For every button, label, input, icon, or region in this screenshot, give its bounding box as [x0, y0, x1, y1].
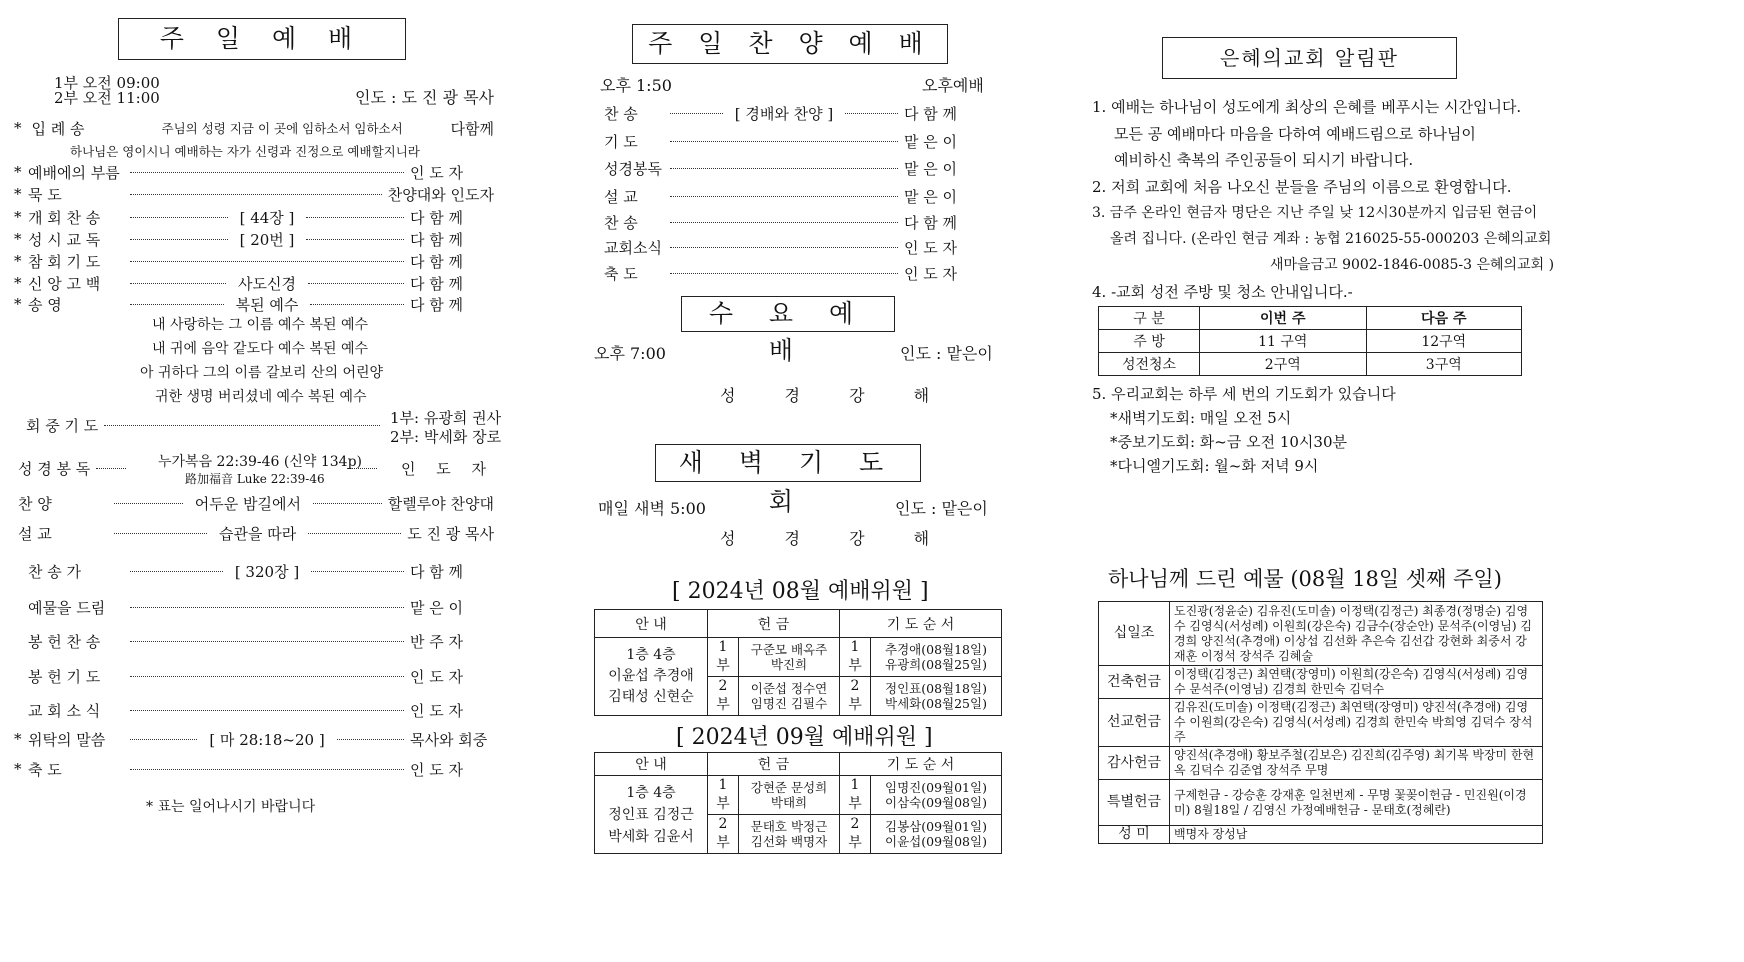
order-label: 교회소식 — [604, 238, 662, 257]
praise-worship-title-box — [632, 24, 948, 64]
september-committee-title: [ 2024년 09월 예배위원 ] — [676, 725, 933, 750]
part-cell: 1부 — [840, 638, 871, 677]
order-row — [604, 102, 984, 124]
clean-cell: 성전청소 — [1099, 353, 1200, 376]
order-label: 찬 송 가 — [28, 562, 82, 581]
order-row — [14, 250, 494, 272]
order-label: 성 시 교 독 — [28, 230, 101, 249]
prayer-meeting-2: *중보기도회: 화~금 오전 10시30분 — [1110, 433, 1347, 451]
sunday-worship-title: 주 일 예 배 — [159, 24, 365, 53]
clean-cell: 11 구역 — [1200, 330, 1367, 353]
praise-worship-title: 주 일 찬 양 예 배 — [648, 29, 932, 58]
order-row — [14, 293, 494, 315]
lyric-line: 내 귀에 음악 같도다 예수 복된 예수 — [152, 341, 369, 357]
lyric-line: 귀한 생명 버리셨네 예수 복된 예수 — [155, 389, 367, 405]
order-middle: 습관을 따라 — [219, 524, 297, 543]
clean-cell: 12구역 — [1366, 330, 1521, 353]
guide-line: 김태성 신현순 — [608, 689, 694, 705]
praise-kind: 오후예배 — [922, 76, 984, 95]
col-offering: 헌 금 — [708, 753, 840, 776]
order-row-prayer — [26, 414, 386, 436]
order-row — [14, 758, 494, 780]
clean-cell: 3구역 — [1366, 353, 1521, 376]
gift-category: 십일조 — [1099, 602, 1170, 666]
wednesday-content: 성 경 강 해 — [720, 386, 952, 405]
offering-names: 강현준 문성희 박태희 — [739, 776, 840, 815]
order-who: 다 함 께 — [904, 104, 958, 123]
order-label: 개 회 찬 송 — [28, 208, 101, 227]
order-middle: [ 320장 ] — [234, 562, 300, 581]
order-who: 도 진 광 목사 — [407, 524, 495, 543]
reading-ref-en: 路加福音 Luke 22:39-46 — [185, 472, 325, 486]
gift-names: 백명자 장성남 — [1170, 826, 1543, 844]
notice-2: 2. 저희 교회에 처음 나오신 분들을 주님의 이름으로 환영합니다. — [1092, 178, 1512, 196]
sunday-worship-title-box — [118, 18, 406, 60]
order-row — [14, 728, 494, 750]
order-who: 맡 은 이 — [904, 132, 958, 151]
order-middle: [ 20번 ] — [239, 230, 295, 249]
order-label: 찬 송 — [604, 104, 638, 123]
clean-cell: 2구역 — [1200, 353, 1367, 376]
order-label: 예배에의 부름 — [28, 163, 120, 182]
order-label: 축 도 — [28, 760, 62, 779]
order-middle: 주님의 성령 지금 이 곳에 임하소서 임하소서 — [161, 121, 403, 136]
wednesday-time: 오후 7:00 — [594, 344, 666, 363]
order-row — [604, 157, 984, 179]
order-label: 교 회 소 식 — [28, 701, 101, 720]
order-who: 인 도 자 — [904, 238, 958, 257]
order-row — [604, 236, 984, 258]
col-guide: 안 내 — [595, 610, 708, 638]
order-who: 다 함 께 — [410, 295, 464, 314]
order-who: 맡 은 이 — [410, 598, 464, 617]
praise-time: 오후 1:50 — [600, 76, 672, 95]
order-label: 기 도 — [604, 132, 638, 151]
wednesday-title: 수 요 예 배 — [708, 299, 868, 365]
offering-names: 구준모 배옥주 박진희 — [739, 638, 840, 677]
wednesday-title-box — [681, 296, 895, 365]
clean-head: 다음 주 — [1366, 307, 1521, 330]
notice-3c: 새마을금고 9002-1846-0085-3 은혜의교회 ) — [1270, 257, 1555, 273]
order-row — [14, 665, 494, 687]
prayer-names: 추경애(08월18일) 유광희(08월25일) — [871, 638, 1002, 677]
stand-marker: * — [14, 295, 22, 313]
col-prayer: 기 도 순 서 — [840, 753, 1002, 776]
order-who: 다 함 께 — [410, 274, 464, 293]
gift-names: 구제헌금 - 강승훈 강재훈 일천번제 - 무명 꽃꽂이헌금 - 민진원(이경미) 8월18일 / 김영신 가정예배헌금 - 문태호(정혜란) — [1170, 780, 1543, 826]
gift-row — [1099, 699, 1543, 747]
cleaning-table — [1098, 306, 1522, 376]
order-who: 인 도 자 — [410, 701, 464, 720]
clean-cell: 주 방 — [1099, 330, 1200, 353]
offering-names: 문태호 박정근 김선화 백명자 — [739, 815, 840, 854]
order-middle: 어두운 밤길에서 — [194, 494, 301, 513]
col-prayer: 기 도 순 서 — [840, 610, 1002, 638]
opening-verse: 하나님은 영이시니 예배하는 자가 신령과 진정으로 예배할지니라 — [70, 144, 420, 159]
order-label: 묵 도 — [28, 185, 62, 204]
order-row — [14, 596, 494, 618]
order-row — [14, 161, 494, 183]
order-label: 축 도 — [604, 264, 638, 283]
notice-1b: 모든 공 예배마다 마음을 다하여 예배드림으로 하나님이 — [1114, 125, 1476, 143]
order-who: 목사와 회중 — [410, 730, 488, 749]
order-who: 인 도 자 — [410, 163, 464, 182]
order-row — [14, 630, 494, 652]
stand-marker: * — [14, 274, 22, 292]
order-middle: 사도신경 — [238, 274, 296, 293]
notice-4: 4. -교회 성전 주방 및 청소 안내입니다.- — [1092, 283, 1353, 301]
gift-row — [1099, 826, 1543, 844]
order-label: 봉 헌 기 도 — [28, 667, 101, 686]
notice-3b: 올려 집니다. (온라인 현금 계좌 : 농협 216025-55-000203 은혜의교회 — [1110, 231, 1552, 247]
order-who: 인 도 자 — [410, 760, 464, 779]
gift-row — [1099, 747, 1543, 780]
order-label: 성경봉독 — [604, 159, 662, 178]
guide-cell — [595, 776, 708, 854]
order-who: 다 함 께 — [410, 208, 464, 227]
notice-5: 5. 우리교회는 하루 세 번의 기도회가 있습니다 — [1092, 385, 1396, 403]
order-row-sermon — [18, 522, 494, 544]
part-cell: 2부 — [840, 677, 871, 716]
guide-line: 이윤섭 추경애 — [608, 668, 694, 684]
august-committee-title: [ 2024년 08월 예배위원 ] — [672, 579, 929, 604]
order-who: 다 함 께 — [904, 213, 958, 232]
order-label: 찬 송 — [604, 213, 638, 232]
gift-table — [1098, 601, 1543, 844]
stand-marker: * — [14, 185, 22, 203]
prayer-names: 정인표(08월18일) 박세화(08월25일) — [871, 677, 1002, 716]
reading-ref: 누가복음 22:39-46 (신약 134p) — [158, 454, 362, 470]
order-label: 신 앙 고 백 — [28, 274, 101, 293]
service-leader: 인도 : 도 진 광 목사 — [355, 88, 495, 107]
order-who: 인 도 자 — [400, 459, 494, 478]
order-who: 찬양대와 인도자 — [387, 185, 494, 204]
stand-marker: * — [14, 760, 22, 778]
order-who: 할렐루야 찬양대 — [387, 494, 494, 513]
order-row — [14, 206, 494, 228]
notice-1a: 1. 예배는 하나님이 성도에게 최상의 은혜를 베푸시는 시간입니다. — [1092, 98, 1522, 116]
order-who: 인 도 자 — [410, 667, 464, 686]
part-cell: 2부 — [840, 815, 871, 854]
order-who: 반 주 자 — [410, 632, 464, 651]
gift-category: 감사헌금 — [1099, 747, 1170, 780]
dawn-leader: 인도 : 맡은이 — [895, 499, 988, 518]
offering-names: 이준섭 정수연 임명진 김필수 — [739, 677, 840, 716]
col-guide: 안 내 — [595, 753, 708, 776]
dawn-title: 새 벽 기 도 회 — [678, 448, 898, 516]
prayer-names: 김봉삼(09월01일) 이윤섭(09월08일) — [871, 815, 1002, 854]
order-who: 맡 은 이 — [904, 187, 958, 206]
dawn-title-box — [655, 444, 921, 516]
stand-marker: * — [14, 730, 22, 748]
order-label: 예물을 드림 — [28, 598, 106, 617]
order-label: 봉 헌 찬 송 — [28, 632, 101, 651]
clean-head: 구 분 — [1099, 307, 1200, 330]
gift-category: 선교헌금 — [1099, 699, 1170, 747]
lyric-line: 아 귀하다 그의 이름 갈보리 산의 어린양 — [140, 365, 384, 381]
order-who: 맡 은 이 — [904, 159, 958, 178]
notice-1c: 예비하신 축복의 주인공들이 되시기 바랍니다. — [1114, 151, 1414, 169]
guide-line: 정인표 김정근 — [608, 806, 694, 823]
gift-category: 성 미 — [1099, 826, 1170, 844]
order-who: 다 함 께 — [410, 252, 464, 271]
prayer-names: 임명진(09월01일) 이삼숙(09월08일) — [871, 776, 1002, 815]
wednesday-leader: 인도 : 맡은이 — [900, 344, 993, 363]
order-row — [604, 185, 984, 207]
order-who: 다 함 께 — [410, 562, 464, 581]
order-who: 다 함 께 — [410, 230, 464, 249]
part-cell: 2부 — [708, 677, 739, 716]
part-cell: 2부 — [708, 815, 739, 854]
col-offering: 헌 금 — [708, 610, 840, 638]
gift-row — [1099, 666, 1543, 699]
order-label: 참 회 기 도 — [28, 252, 101, 271]
guide-line: 1층 4층 — [626, 784, 676, 801]
order-who: 인 도 자 — [904, 264, 958, 283]
order-row-anthem — [18, 492, 494, 514]
order-middle: [ 경배와 찬양 ] — [734, 104, 834, 123]
august-committee-table — [594, 609, 1002, 716]
order-row — [14, 560, 494, 582]
part-cell: 1부 — [708, 638, 739, 677]
footnote: * 표는 일어나시기 바랍니다 — [146, 799, 316, 815]
order-label: 입 례 송 — [31, 119, 85, 138]
lyric-line: 내 사랑하는 그 이름 예수 복된 예수 — [152, 317, 369, 333]
clean-head: 이번 주 — [1200, 307, 1367, 330]
notice-3a: 3. 금주 온라인 현금자 명단은 지난 주일 낮 12시30분까지 입금된 현금이 — [1092, 205, 1538, 221]
prayer-meeting-3: *다니엘기도회: 월~화 저녁 9시 — [1110, 457, 1319, 475]
order-row — [14, 272, 494, 294]
stand-marker: * — [14, 208, 22, 226]
order-row — [14, 699, 494, 721]
gift-names: 이정택(김정근) 최연택(장영미) 이원희(강은숙) 김영식(서성례) 김영수 문석주(이영님) 김경희 한민숙 김덕수 — [1170, 666, 1543, 699]
order-label: 회 중 기 도 — [26, 416, 99, 435]
gift-row — [1099, 780, 1543, 826]
september-committee-table — [594, 752, 1002, 854]
dawn-content: 성 경 강 해 — [720, 529, 952, 548]
stand-marker: * — [14, 230, 22, 248]
order-row — [604, 262, 984, 284]
order-label: 성 경 봉 독 — [18, 459, 91, 478]
service-time-2: 2부 오전 11:00 — [54, 89, 160, 107]
prayer-who-2: 2부: 박세화 장로 — [390, 428, 502, 446]
order-label: 위탁의 말씀 — [28, 730, 106, 749]
dawn-time: 매일 새벽 5:00 — [598, 499, 706, 518]
order-row-opening: * 입 례 송 주님의 성령 지금 이 곳에 임하소서 임하소서 다함께 — [14, 119, 494, 138]
guide-line: 1층 4층 — [626, 647, 676, 663]
order-row — [604, 130, 984, 152]
order-label: 송 영 — [28, 295, 62, 314]
service-time-1: 1부 오전 09:00 — [54, 74, 160, 92]
guide-line: 박세화 김윤서 — [608, 828, 694, 845]
order-label: 찬 양 — [18, 494, 52, 513]
gift-category: 특별헌금 — [1099, 780, 1170, 826]
gift-category: 건축헌금 — [1099, 666, 1170, 699]
order-middle: [ 44장 ] — [239, 208, 295, 227]
stand-marker: * — [14, 163, 22, 181]
order-label: 설 교 — [604, 187, 638, 206]
gift-names: 김유진(도미솔) 이정택(김정근) 최연택(장영미) 양진석(추경애) 김영수 이원희(강은숙) 김영식(서성례) 김경희 한민숙 박희영 김덕수 장석주 — [1170, 699, 1543, 747]
notice-title: 은혜의교회 알림판 — [1220, 46, 1399, 70]
prayer-who-1: 1부: 유광희 권사 — [390, 409, 502, 427]
guide-cell — [595, 638, 708, 716]
gift-title: 하나님께 드린 예물 (08월 18일 셋째 주일) — [1108, 567, 1502, 591]
gift-names: 양진석(추경애) 황보주철(김보은) 김진희(김주영) 최기복 박장미 한현옥 김덕수 김준엽 장석주 무명 — [1170, 747, 1543, 780]
order-row — [604, 211, 984, 233]
stand-marker: * — [14, 252, 22, 270]
order-row — [14, 228, 494, 250]
order-row — [14, 183, 494, 205]
order-middle: 복된 예수 — [235, 295, 299, 314]
notice-title-box — [1162, 37, 1457, 79]
order-who: 다함께 — [450, 119, 494, 138]
gift-names: 도진광(정윤순) 김유진(도미솔) 이정택(김정근) 최종경(정명순) 김영수 김영식(서성례) 이원희(강은숙) 김금수(장순안) 문석주(이영님) 김경희 양진석(추경애) 이상섭 김선화 추은숙 김선갑 강현화 최중서 강재훈 이정석 장석주 김혜술 — [1170, 602, 1543, 666]
order-middle: [ 마 28:18~20 ] — [209, 730, 325, 749]
prayer-meeting-1: *새벽기도회: 매일 오전 5시 — [1110, 409, 1292, 427]
order-label: 설 교 — [18, 524, 52, 543]
part-cell: 1부 — [840, 776, 871, 815]
gift-row — [1099, 602, 1543, 666]
part-cell: 1부 — [708, 776, 739, 815]
